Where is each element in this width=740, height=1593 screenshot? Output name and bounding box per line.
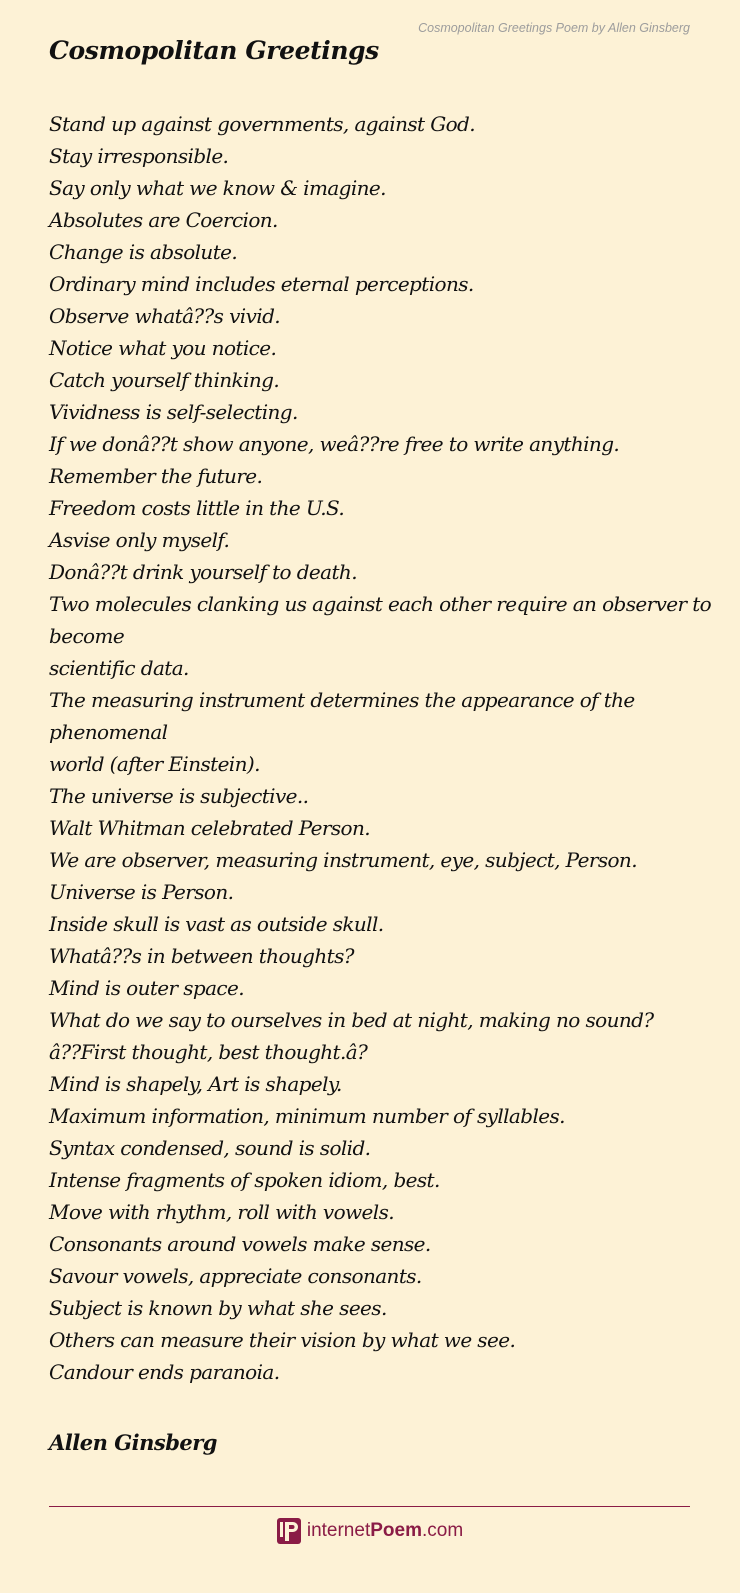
poem-line: â??First thought, best thought.â? — [49, 1040, 368, 1064]
poem-line: Move with rhythm, roll with vowels. — [49, 1200, 394, 1224]
brand-bold: Poem — [370, 1520, 422, 1541]
internetpoem-logo-icon — [277, 1518, 301, 1544]
poem-line: The universe is subjective.. — [49, 784, 309, 808]
poem-line: Subject is known by what she sees. — [49, 1296, 387, 1320]
poem-line: scientific data. — [49, 656, 189, 680]
poem-line: Ordinary mind includes eternal perceptions. — [49, 272, 474, 296]
poem-line: Candour ends paranoia. — [49, 1360, 280, 1384]
poem-line: Universe is Person. — [49, 880, 234, 904]
poem-line: Absolutes are Coercion. — [49, 208, 278, 232]
poem-line: Others can measure their vision by what we see. — [49, 1328, 516, 1352]
poem-line: Inside skull is vast as outside skull. — [49, 912, 384, 936]
poem-line: Syntax condensed, sound is solid. — [49, 1136, 371, 1160]
poem-line: Maximum information, minimum number of syllables. — [49, 1104, 565, 1128]
poem-line: Asvise only myself. — [49, 528, 230, 552]
poem-line: Intense fragments of spoken idiom, best. — [49, 1168, 440, 1192]
poem-body — [49, 108, 712, 1388]
poem-line: Change is absolute. — [49, 240, 238, 264]
poem-line: Mind is outer space. — [49, 976, 245, 1000]
poem-line: Mind is shapely, Art is shapely. — [49, 1072, 342, 1096]
poem-line: phenomenal — [49, 720, 168, 744]
poem-line: Stand up against governments, against God. — [49, 112, 476, 136]
poem-line: What do we say to ourselves in bed at night, making no sound? — [49, 1008, 654, 1032]
poem-line: If we donâ??t show anyone, weâ??re free to write anything. — [49, 432, 620, 456]
poem-line: Two molecules clanking us against each other require an observer to — [49, 592, 712, 616]
poem-author: Allen Ginsberg — [49, 1430, 217, 1455]
poem-line: become — [49, 624, 125, 648]
poem-line: We are observer, measuring instrument, eye, subject, Person. — [49, 848, 637, 872]
poem-line: Whatâ??s in between thoughts? — [49, 944, 354, 968]
poem-line: Remember the future. — [49, 464, 263, 488]
poem-line: Notice what you notice. — [49, 336, 277, 360]
poem-line: Freedom costs little in the U.S. — [49, 496, 345, 520]
poem-line: Walt Whitman celebrated Person. — [49, 816, 371, 840]
poem-line: Donâ??t drink yourself to death. — [49, 560, 357, 584]
poem-line: Say only what we know & imagine. — [49, 176, 386, 200]
footer-brand-link[interactable] — [0, 1518, 740, 1544]
poem-title: Cosmopolitan Greetings — [49, 36, 379, 65]
poem-line: world (after Einstein). — [49, 752, 260, 776]
poem-line: Catch yourself thinking. — [49, 368, 280, 392]
poem-line: Observe whatâ??s vivid. — [49, 304, 281, 328]
brand-prefix: internet — [306, 1520, 371, 1541]
poem-line: Savour vowels, appreciate consonants. — [49, 1264, 422, 1288]
poem-line: Stay irresponsible. — [49, 144, 229, 168]
footer-divider — [49, 1506, 690, 1507]
poem-line: Vividness is self-selecting. — [49, 400, 298, 424]
brand-suffix: .com — [421, 1520, 464, 1541]
poem-line: Consonants around vowels make sense. — [49, 1232, 431, 1256]
header-credit: Cosmopolitan Greetings Poem by Allen Ginsberg — [418, 21, 690, 35]
poem-line: The measuring instrument determines the appearance of the — [49, 688, 635, 712]
brand-name — [307, 1520, 463, 1542]
